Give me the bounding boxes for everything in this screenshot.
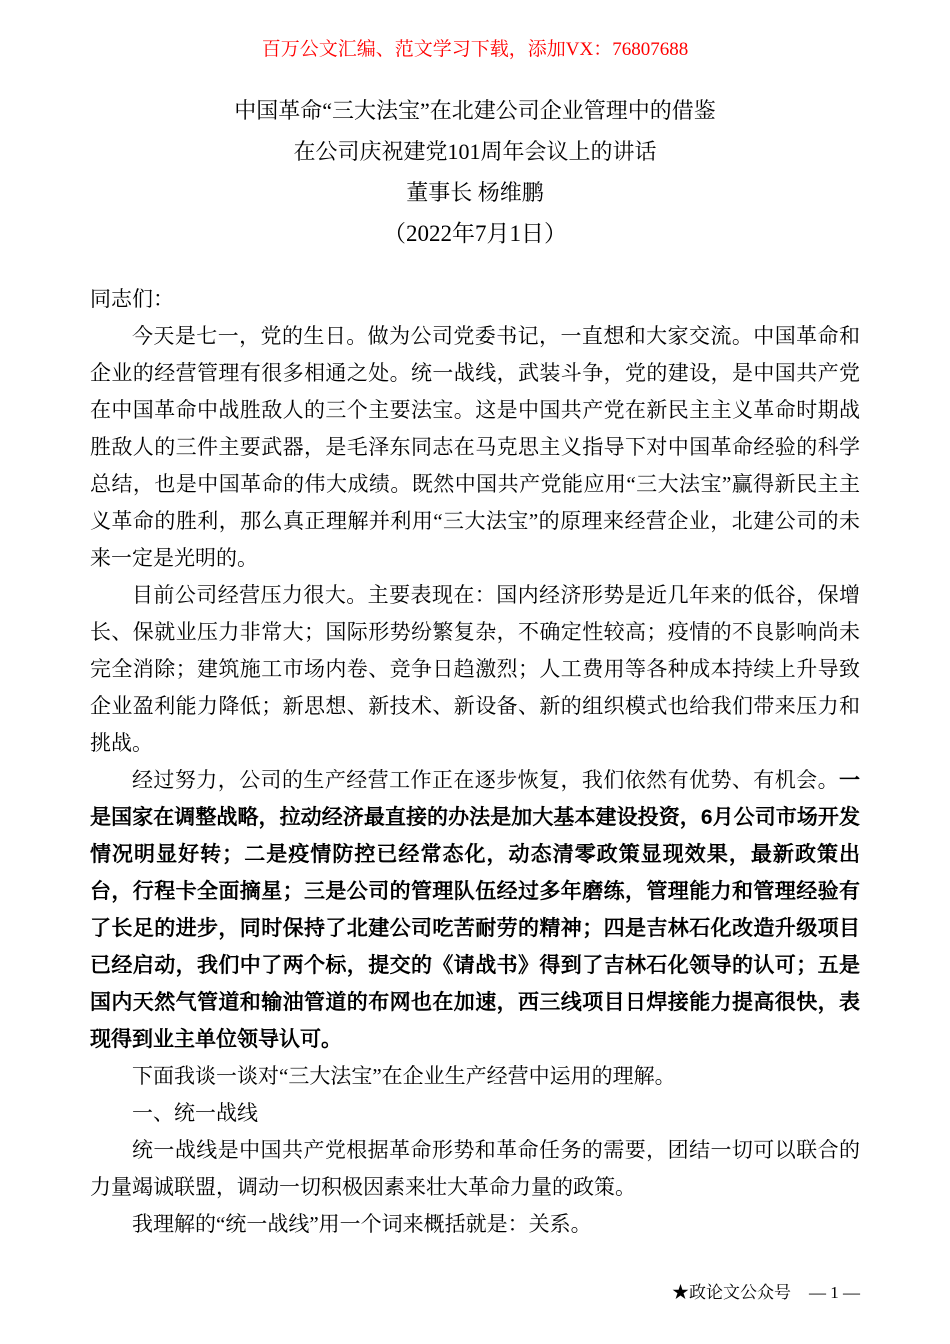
paragraph-opportunities-bold: 一是国家在调整战略，拉动经济最直接的办法是加大基本建设投资，6月公司市场开发情况明显好转；二是疫情防控已经常态化，动态清零政策显现效果，最新政策出台，行程卡全面摘星；三是公司的管理队伍经过多年磨练，管理能力和管理经验有了长足的进步，同时保持了北建公司吃苦耐劳的精神；四是吉林石化改造升级项目已经启动，我们中了两个标，提交的《请战书》得到了吉林石化领导的认可；五是国内天然气管道和输油管道的布网也在加速，西三线项目日焊接能力提高很快，表现得到业主单位领导认可。 bbox=[90, 769, 860, 1051]
paragraph-united-front-definition: 统一战线是中国共产党根据革命形势和革命任务的需要，团结一切可以联合的力量竭诚联盟，调动一切积极因素来壮大革命力量的政策。 bbox=[90, 1138, 860, 1199]
header-ad-text: 百万公文汇编、范文学习下载，添加VX：76807688 bbox=[261, 39, 689, 60]
paragraph-opportunities-intro: 经过努力，公司的生产经营工作正在逐步恢复，我们依然有优势、有机会。 bbox=[132, 768, 839, 792]
page-footer bbox=[672, 1282, 860, 1304]
title-block bbox=[90, 90, 860, 255]
paragraph-transition: 下面我谈一谈对“三大法宝”在企业生产经营中运用的理解。 bbox=[132, 1064, 676, 1088]
doc-subtitle: 在公司庆祝建党101周年会议上的讲话 bbox=[293, 139, 657, 164]
salutation: 同志们： bbox=[90, 287, 174, 311]
doc-date: （2022年7月1日） bbox=[383, 221, 567, 246]
document-body bbox=[90, 281, 860, 1243]
paragraph-intro: 今天是七一，党的生日。做为公司党委书记，一直想和大家交流。中国革命和企业的经营管理有很多相通之处。统一战线，武装斗争，党的建设，是中国共产党在中国革命中战胜敌人的三个主要法宝。这是中国共产党在新民主主义革命时期战胜敌人的三件主要武器，是毛泽东同志在马克思主义指导下对中国革命经验的科学总结，也是中国革命的伟大成绩。既然中国共产党能应用“三大法宝”赢得新民主主义革命的胜利，那么真正理解并利用“三大法宝”的原理来经营企业，北建公司的未来一定是光明的。 bbox=[90, 324, 860, 570]
footer-brand: ★政论文公众号 bbox=[672, 1283, 791, 1302]
doc-title: 中国革命“三大法宝”在北建公司企业管理中的借鉴 bbox=[234, 98, 716, 123]
paragraph-united-front-summary: 我理解的“统一战线”用一个词来概括就是：关系。 bbox=[132, 1212, 592, 1236]
paragraph-pressures: 目前公司经营压力很大。主要表现在：国内经济形势是近几年来的低谷，保增长、保就业压力非常大；国际形势纷繁复杂，不确定性较高；疫情的不良影响尚未完全消除；建筑施工市场内卷、竞争日趋激烈；人工费用等各种成本持续上升导致企业盈利能力降低；新思想、新技术、新设备、新的组织模式也给我们带来压力和挑战。 bbox=[90, 583, 860, 755]
page-number: — 1 — bbox=[809, 1283, 860, 1302]
paragraph-opportunities bbox=[90, 762, 860, 1058]
doc-author: 董事长 杨维鹏 bbox=[406, 180, 544, 205]
section-heading-united-front: 一、统一战线 bbox=[132, 1101, 258, 1125]
